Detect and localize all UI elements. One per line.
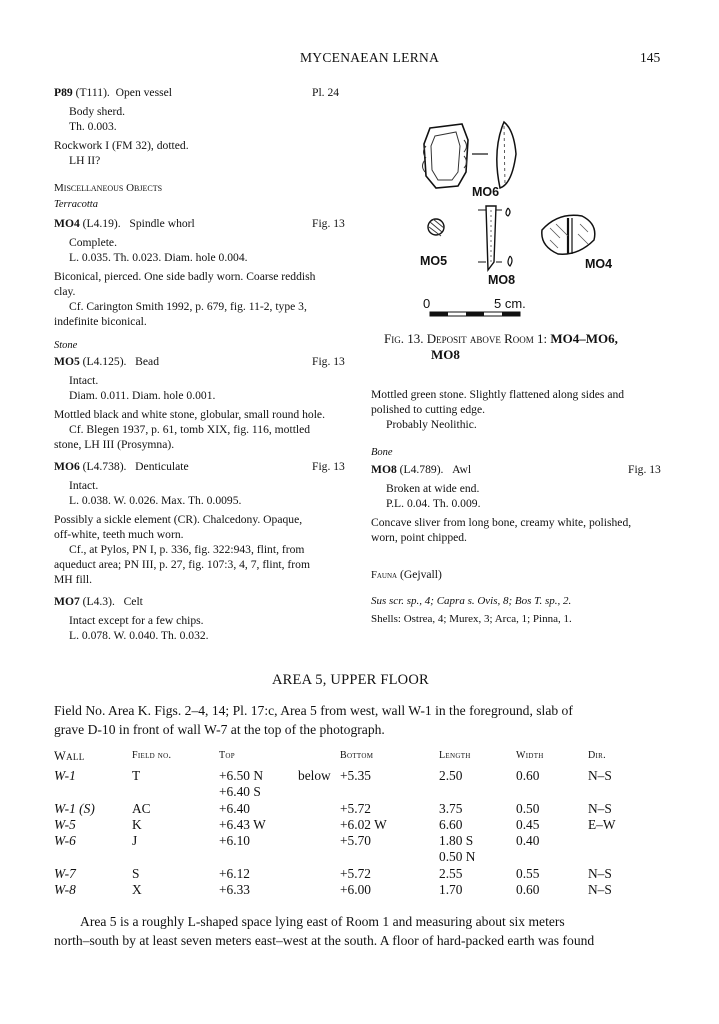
label-mo4: MO4	[585, 257, 613, 271]
entry-ref: (T111).	[75, 86, 110, 99]
cell-top: +6.43 W	[219, 817, 266, 832]
fauna-line-1: Sus scr. sp., 4; Capra s. Ovis, 8; Bos T. sp., 2.	[371, 595, 572, 607]
cell-top: +6.40 S	[219, 784, 261, 799]
entry-line: Possibly a sickle element (CR). Chalcedony. Opaque,	[54, 513, 303, 526]
mo6-drawing	[423, 122, 517, 188]
section-title: AREA 5, UPPER FLOOR	[272, 672, 429, 688]
cell-below: below	[298, 768, 331, 783]
table-header: Length	[439, 750, 471, 761]
caption-prefix: Fig. 13. Deposit above Room 1:	[384, 331, 548, 346]
entry-line: L. 0.038. W. 0.026. Max. Th. 0.0095.	[69, 494, 242, 507]
entry-mo7-header	[54, 594, 143, 609]
label-mo8: MO8	[488, 273, 516, 287]
cell-field: X	[132, 882, 142, 897]
entry-name: Spindle whorl	[129, 217, 195, 230]
entry-line: Intact except for a few chips.	[69, 614, 204, 627]
cell-length: 2.55	[439, 866, 463, 881]
entry-name: Open vessel	[115, 86, 172, 99]
entry-line: Cf. Blegen 1937, p. 61, tomb XIX, fig. 116, mottled	[69, 423, 311, 436]
field-line-1: Field No. Area K. Figs. 2–4, 14; Pl. 17:c, Area 5 from west, wall W-1 in the foreground, slab of	[54, 703, 573, 718]
cell-bottom: +5.72	[340, 866, 371, 881]
cell-width: 0.60	[516, 882, 540, 897]
cell-wall: W-1	[54, 768, 76, 783]
cell-length: 1.70	[439, 882, 463, 897]
cell-width: 0.55	[516, 866, 540, 881]
cell-dir: N–S	[588, 801, 612, 816]
cell-field: K	[132, 817, 142, 832]
entry-line: Diam. 0.011. Diam. hole 0.001.	[69, 389, 216, 402]
entry-line: Cf. Carington Smith 1992, p. 679, fig. 11-2, type 3,	[69, 300, 307, 313]
entry-line: Biconical, pierced. One side badly worn. Coarse reddish	[54, 270, 316, 283]
entry-line: Th. 0.003.	[69, 120, 117, 133]
entry-id: P89	[54, 86, 73, 99]
cell-field: AC	[132, 801, 151, 816]
cell-width: 0.60	[516, 768, 540, 783]
cell-field: S	[132, 866, 140, 881]
entry-line: P.L. 0.04. Th. 0.009.	[386, 497, 481, 510]
cell-wall: W-8	[54, 882, 76, 897]
cell-dir: N–S	[588, 866, 612, 881]
fauna-heading-row	[371, 567, 442, 583]
mo5-drawing	[428, 219, 444, 236]
figure-13-drawing	[400, 110, 680, 320]
field-line-2: grave D-10 in front of wall W-7 at the top of the photograph.	[54, 722, 385, 737]
cell-bottom: +5.72	[340, 801, 371, 816]
cell-top: +6.10	[219, 833, 250, 848]
entry-ref: (L4.19).	[82, 217, 121, 230]
entry-p89-header	[54, 85, 172, 100]
cell-dir: N–S	[588, 768, 612, 783]
caption-bold-2: MO8	[431, 347, 460, 362]
cell-length: 3.75	[439, 801, 463, 816]
table-header: Dir.	[588, 750, 606, 761]
cell-top: +6.12	[219, 866, 250, 881]
terracotta-heading: Terracotta	[54, 199, 98, 210]
cell-length: 6.60	[439, 817, 463, 832]
stone-heading: Stone	[54, 340, 78, 351]
figure-caption	[384, 331, 674, 363]
entry-line: LH II?	[69, 154, 101, 167]
cell-top: +6.33	[219, 882, 250, 897]
entry-line: MH fill.	[54, 573, 93, 586]
entry-fig-ref: Fig. 13	[312, 355, 345, 368]
entry-line: Rockwork I (FM 32), dotted.	[54, 139, 189, 152]
entry-id: MO7	[54, 595, 80, 608]
table-header: Wall	[54, 749, 85, 763]
mo4-drawing	[542, 215, 595, 254]
entry-line: worn, point chipped.	[371, 531, 467, 544]
entry-line: Complete.	[69, 236, 117, 249]
entry-ref: (L4.789).	[399, 463, 444, 476]
entry-fig-ref: Fig. 13	[312, 460, 345, 473]
entry-id: MO8	[371, 463, 397, 476]
closing-line-2: north–south by at least seven meters east–west at the south. A floor of hard-packed earth was found	[54, 933, 595, 948]
entry-line: Body sherd.	[69, 105, 126, 118]
label-mo6: MO6	[472, 185, 500, 199]
cell-width: 0.45	[516, 817, 540, 832]
fauna-line-2: Shells: Ostrea, 4; Murex, 3; Arca, 1; Pinna, 1.	[371, 613, 572, 625]
cell-dir: N–S	[588, 882, 612, 897]
entry-id: MO5	[54, 355, 80, 368]
entry-name: Denticulate	[135, 460, 189, 473]
entry-ref: (L4.738).	[82, 460, 127, 473]
cell-length: 2.50	[439, 768, 463, 783]
entry-line: Mottled black and white stone, globular, small round hole.	[54, 408, 325, 421]
entry-plate: Pl. 24	[312, 86, 340, 99]
cell-dir: E–W	[588, 817, 616, 832]
cell-bottom: +6.02 W	[340, 817, 387, 832]
entry-mo5-header	[54, 354, 159, 369]
entry-line: Intact.	[69, 479, 99, 492]
entry-line: aqueduct area; PN III, p. 27, fig. 107:3, 4, 7, flint, from	[54, 558, 310, 571]
entry-name: Celt	[123, 595, 143, 608]
running-title: MYCENAEAN LERNA	[300, 50, 440, 65]
cell-wall: W-5	[54, 817, 76, 832]
entry-ref: (L4.125).	[82, 355, 127, 368]
cell-width: 0.40	[516, 833, 540, 848]
entry-line: stone, LH III (Prosymna).	[54, 438, 175, 451]
entry-line: Intact.	[69, 374, 99, 387]
entry-mo6-header	[54, 459, 189, 474]
entry-fig-ref: Fig. 13	[628, 463, 661, 476]
entry-line: indefinite biconical.	[54, 315, 147, 328]
entry-id: MO4	[54, 217, 80, 230]
entry-line: L. 0.035. Th. 0.023. Diam. hole 0.004.	[69, 251, 248, 264]
entry-line: off-white, teeth much worn.	[54, 528, 184, 541]
entry-mo4-header	[54, 216, 195, 231]
table-header: Bottom	[340, 750, 374, 761]
cell-wall: W-1 (S)	[54, 801, 95, 816]
figure-13	[400, 110, 680, 320]
entry-line: Cf., at Pylos, PN I, p. 336, fig. 322:943, flint, from	[69, 543, 305, 556]
label-mo5: MO5	[420, 254, 448, 268]
scale-zero-label: 0	[423, 296, 431, 311]
entry-line: Probably Neolithic.	[386, 418, 477, 431]
misc-objects-heading: Miscellaneous Objects	[54, 182, 163, 194]
cell-top: +6.40	[219, 801, 250, 816]
cell-bottom: +6.00	[340, 882, 371, 897]
mo8-drawing	[478, 206, 512, 270]
cell-field: J	[132, 833, 138, 848]
caption-bold: MO4–MO6,	[550, 331, 618, 346]
entry-line: clay.	[54, 285, 76, 298]
entry-id: MO6	[54, 460, 80, 473]
table-header: Top	[219, 750, 235, 761]
table-header: Field no.	[132, 750, 172, 761]
entry-line: Mottled green stone. Slightly flattened along sides and	[371, 388, 625, 401]
entry-line: Concave sliver from long bone, creamy white, polished,	[371, 516, 632, 529]
fauna-author: (Gejvall)	[399, 568, 442, 581]
entry-line: polished to cutting edge.	[371, 403, 485, 416]
cell-field: T	[132, 768, 141, 783]
cell-bottom: +5.70	[340, 833, 371, 848]
fauna-heading: Fauna	[371, 570, 398, 581]
scale-bar	[430, 312, 520, 316]
table-header: Width	[516, 750, 544, 761]
entry-fig-ref: Fig. 13	[312, 217, 345, 230]
cell-top: +6.50 N	[219, 768, 264, 783]
page-number: 145	[640, 50, 661, 65]
cell-wall: W-7	[54, 866, 76, 881]
cell-length: 1.80 S	[439, 833, 474, 848]
entry-line: L. 0.078. W. 0.040. Th. 0.032.	[69, 629, 209, 642]
closing-line-1: Area 5 is a roughly L-shaped space lying east of Room 1 and measuring about six meters	[80, 914, 565, 929]
cell-bottom: +5.35	[340, 768, 371, 783]
bone-heading: Bone	[371, 447, 393, 458]
entry-ref: (L4.3).	[82, 595, 115, 608]
cell-length: 0.50 N	[439, 849, 476, 864]
cell-width: 0.50	[516, 801, 540, 816]
entry-name: Bead	[135, 355, 159, 368]
entry-line: Broken at wide end.	[386, 482, 480, 495]
entry-name: Awl	[452, 463, 472, 476]
cell-wall: W-6	[54, 833, 76, 848]
scale-five-label: 5 cm.	[494, 296, 526, 311]
entry-mo8-header	[371, 462, 471, 477]
